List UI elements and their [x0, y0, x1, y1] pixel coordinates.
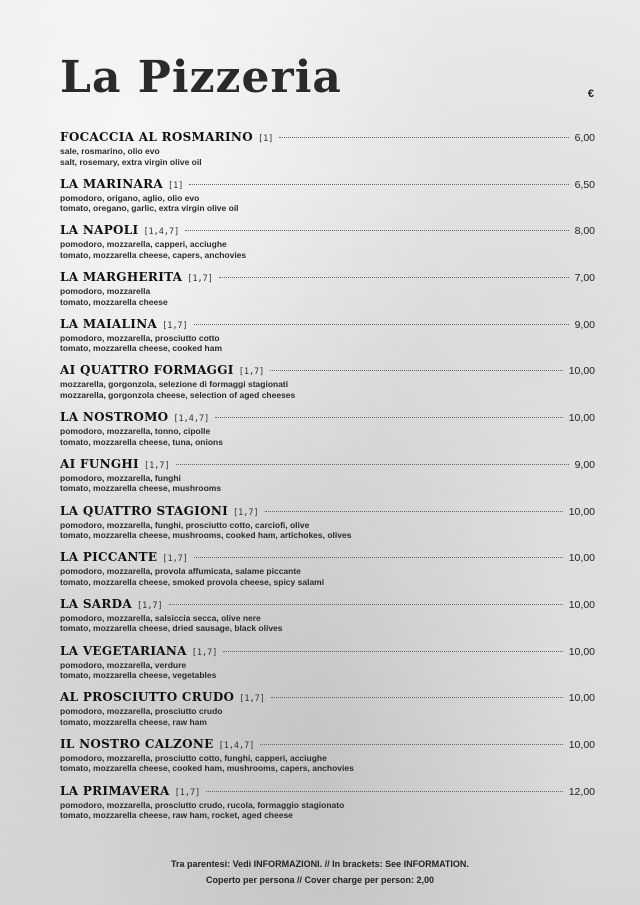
menu-item-description-it: pomodoro, mozzarella, prosciutto cotto	[60, 332, 220, 343]
menu-item-name: LA VEGETARIANA	[60, 643, 187, 658]
menu-item-price: 8,00	[574, 225, 595, 238]
menu-item-allergens: [1,7]	[162, 320, 188, 331]
dot-leader	[219, 277, 569, 278]
menu-item	[60, 223, 595, 270]
menu-item-allergens: [1,7]	[143, 460, 170, 471]
dot-leader	[279, 137, 568, 138]
menu-item-price: 9,00	[574, 318, 595, 331]
menu-item-line	[60, 690, 595, 706]
menu-item-price: 10,00	[568, 365, 595, 378]
menu-item-line	[60, 504, 595, 520]
menu-item-description-en: tomato, mozzarella cheese, cooked ham	[60, 343, 223, 354]
menu-item-description-it: pomodoro, mozzarella, salsiccia secca, olive nere	[60, 612, 261, 623]
dot-leader	[215, 417, 562, 418]
menu-item-name: AL PROSCIUTTO CRUDO	[60, 690, 235, 705]
menu-item-description-en: tomato, mozzarella cheese, tuna, onions	[60, 436, 223, 447]
menu-item	[60, 177, 595, 224]
menu-item-price: 7,00	[574, 272, 595, 285]
menu-item-line	[60, 784, 595, 800]
menu-item-name: LA NOSTROMO	[60, 410, 169, 425]
menu-item-name: AI QUATTRO FORMAGGI	[60, 363, 234, 378]
currency-label: €	[587, 88, 594, 100]
footer-note-allergens: Tra parentesi: Vedi INFORMAZIONI. // In brackets: See INFORMATION.	[171, 859, 469, 869]
dot-leader	[265, 511, 563, 512]
dot-leader	[271, 697, 563, 698]
menu-item	[60, 550, 595, 597]
menu-item-description-it: pomodoro, mozzarella, funghi, prosciutto cotto, carciofi, olive	[60, 519, 310, 530]
footer	[0, 856, 640, 888]
menu-item	[60, 737, 595, 784]
menu-item-description-en: tomato, mozzarella cheese, dried sausage, black olives	[60, 623, 283, 634]
menu-item-allergens: [1,7]	[191, 647, 218, 658]
menu-item	[60, 317, 595, 364]
menu-item-description-it: pomodoro, mozzarella, funghi	[60, 472, 181, 483]
menu-item-description-en: tomato, mozzarella cheese, raw ham, rocket, aged cheese	[60, 810, 293, 821]
menu-item-line	[60, 597, 595, 613]
menu-item-line	[60, 644, 595, 660]
menu-item-line	[60, 737, 595, 753]
menu-item-description-en: tomato, mozzarella cheese, mushrooms	[60, 483, 222, 494]
menu-item-name: LA PICCANTE	[60, 550, 158, 565]
menu-item-price: 10,00	[568, 645, 595, 658]
dot-leader	[169, 604, 563, 605]
menu-item-description-it: pomodoro, mozzarella, prosciutto crudo, rucola, formaggio stagionato	[60, 799, 345, 810]
menu-item-description-en: tomato, mozzarella cheese, smoked provola cheese, spicy salami	[60, 576, 325, 587]
menu-item-description-it: pomodoro, mozzarella, prosciutto crudo	[60, 706, 223, 717]
menu-item-description-en: tomato, mozzarella cheese, vegetables	[60, 670, 217, 681]
menu-item-allergens: [1,7]	[238, 367, 265, 378]
menu-item-name: LA MARINARA	[60, 176, 163, 191]
menu-item-allergens: [1]	[257, 134, 274, 144]
menu-item-line	[60, 130, 595, 146]
dot-leader	[185, 230, 568, 231]
menu-item-line	[60, 363, 595, 379]
menu-item-price: 12,00	[568, 785, 595, 798]
menu-item-line	[60, 410, 595, 426]
menu-item	[60, 597, 595, 644]
menu-item-name: LA PRIMAVERA	[60, 783, 170, 798]
menu-item-description-en: tomato, mozzarella cheese	[60, 296, 168, 307]
menu-item-name: LA SARDA	[60, 596, 132, 611]
menu-item	[60, 690, 595, 737]
menu-item-line	[60, 223, 595, 239]
menu-item-allergens: [1,7]	[137, 600, 163, 611]
menu-item-description-it: pomodoro, origano, aglio, olio evo	[60, 192, 200, 203]
menu-item-allergens: [1,7]	[239, 694, 265, 705]
menu-item-name: FOCACCIA AL ROSMARINO	[60, 130, 253, 144]
menu-item	[60, 270, 595, 317]
dot-leader	[189, 184, 568, 185]
menu-item-description-it: pomodoro, mozzarella, capperi, acciughe	[60, 239, 227, 250]
menu-list	[60, 130, 595, 830]
menu-item-line	[60, 177, 595, 193]
menu-item-name: LA NAPOLI	[60, 223, 139, 238]
menu-item-description-en: mozzarella, gorgonzola cheese, selection of aged cheeses	[60, 389, 296, 400]
menu-item	[60, 130, 595, 177]
footer-note-cover-charge: Coperto per persona // Cover charge per person: 2,00	[205, 875, 435, 885]
dot-leader	[176, 464, 569, 465]
menu-item-allergens: [1,7]	[162, 554, 188, 565]
menu-item	[60, 410, 595, 457]
menu-item-description-it: pomodoro, mozzarella, verdure	[60, 659, 187, 670]
menu-item-name: LA QUATTRO STAGIONI	[60, 503, 229, 518]
menu-item-line	[60, 457, 595, 473]
menu-item	[60, 784, 595, 831]
menu-item-price: 10,00	[568, 738, 595, 751]
menu-item-allergens: [1,4,7]	[173, 414, 210, 425]
menu-item-description-en: tomato, mozzarella cheese, raw ham	[60, 716, 207, 727]
menu-item-description-en: tomato, mozzarella cheese, cooked ham, mushrooms, capers, anchovies	[60, 763, 354, 774]
menu-item-name: IL NOSTRO CALZONE	[60, 736, 214, 751]
menu-item-allergens: [1,7]	[187, 274, 213, 285]
menu-item-description-it: pomodoro, mozzarella, provola affumicata, salame piccante	[60, 566, 301, 577]
menu-item-price: 6,50	[574, 178, 595, 191]
menu-item-line	[60, 317, 595, 333]
dot-leader	[206, 791, 563, 792]
menu-item-name: LA MAIALINA	[60, 316, 158, 331]
menu-item-allergens: [1]	[167, 180, 184, 191]
menu-item	[60, 644, 595, 691]
menu-item-price: 9,00	[574, 458, 595, 471]
dot-leader	[194, 557, 563, 558]
menu-item-description-en: tomato, mozzarella cheese, capers, anchovies	[60, 249, 247, 260]
menu-item	[60, 457, 595, 504]
dot-leader	[223, 651, 562, 652]
menu-item-name: AI FUNGHI	[60, 456, 139, 471]
menu-item-description-it: pomodoro, mozzarella, tonno, cipolle	[60, 426, 211, 437]
menu-item-price: 10,00	[568, 692, 595, 705]
menu-item-price: 10,00	[568, 598, 595, 611]
menu-item-price: 10,00	[568, 552, 595, 565]
menu-item-allergens: [1,4,7]	[218, 740, 255, 751]
dot-leader	[194, 324, 569, 325]
menu-item-description-it: sale, rosmarino, olio evo	[60, 146, 160, 156]
menu-item	[60, 363, 595, 410]
menu-item-allergens: [1,4,7]	[143, 227, 180, 238]
menu-item-description-en: tomato, oregano, garlic, extra virgin olive oil	[60, 203, 239, 214]
page-title: La Pizzeria	[60, 52, 342, 103]
menu-item-description-en: tomato, mozzarella cheese, mushrooms, cooked ham, artichokes, olives	[60, 530, 352, 540]
menu-item-description-it: pomodoro, mozzarella	[60, 286, 151, 297]
menu-item-description-it: pomodoro, mozzarella, prosciutto cotto, funghi, capperi, acciughe	[60, 752, 327, 763]
menu-item-line	[60, 270, 595, 286]
menu-item-price: 10,00	[568, 505, 595, 518]
menu-item	[60, 504, 595, 551]
menu-item-price: 10,00	[568, 412, 595, 425]
menu-item-allergens: [1,7]	[174, 787, 201, 798]
menu-item-price: 6,00	[574, 132, 595, 144]
menu-item-name: LA MARGHERITA	[60, 270, 183, 285]
menu-item-allergens: [1,7]	[233, 507, 259, 518]
menu-item-description-en: salt, rosemary, extra virgin olive oil	[60, 156, 202, 167]
dot-leader	[270, 370, 562, 371]
menu-item-description-it: mozzarella, gorgonzola, selezione di formaggi stagionati	[60, 379, 289, 390]
menu-item-line	[60, 550, 595, 566]
dot-leader	[260, 744, 562, 745]
